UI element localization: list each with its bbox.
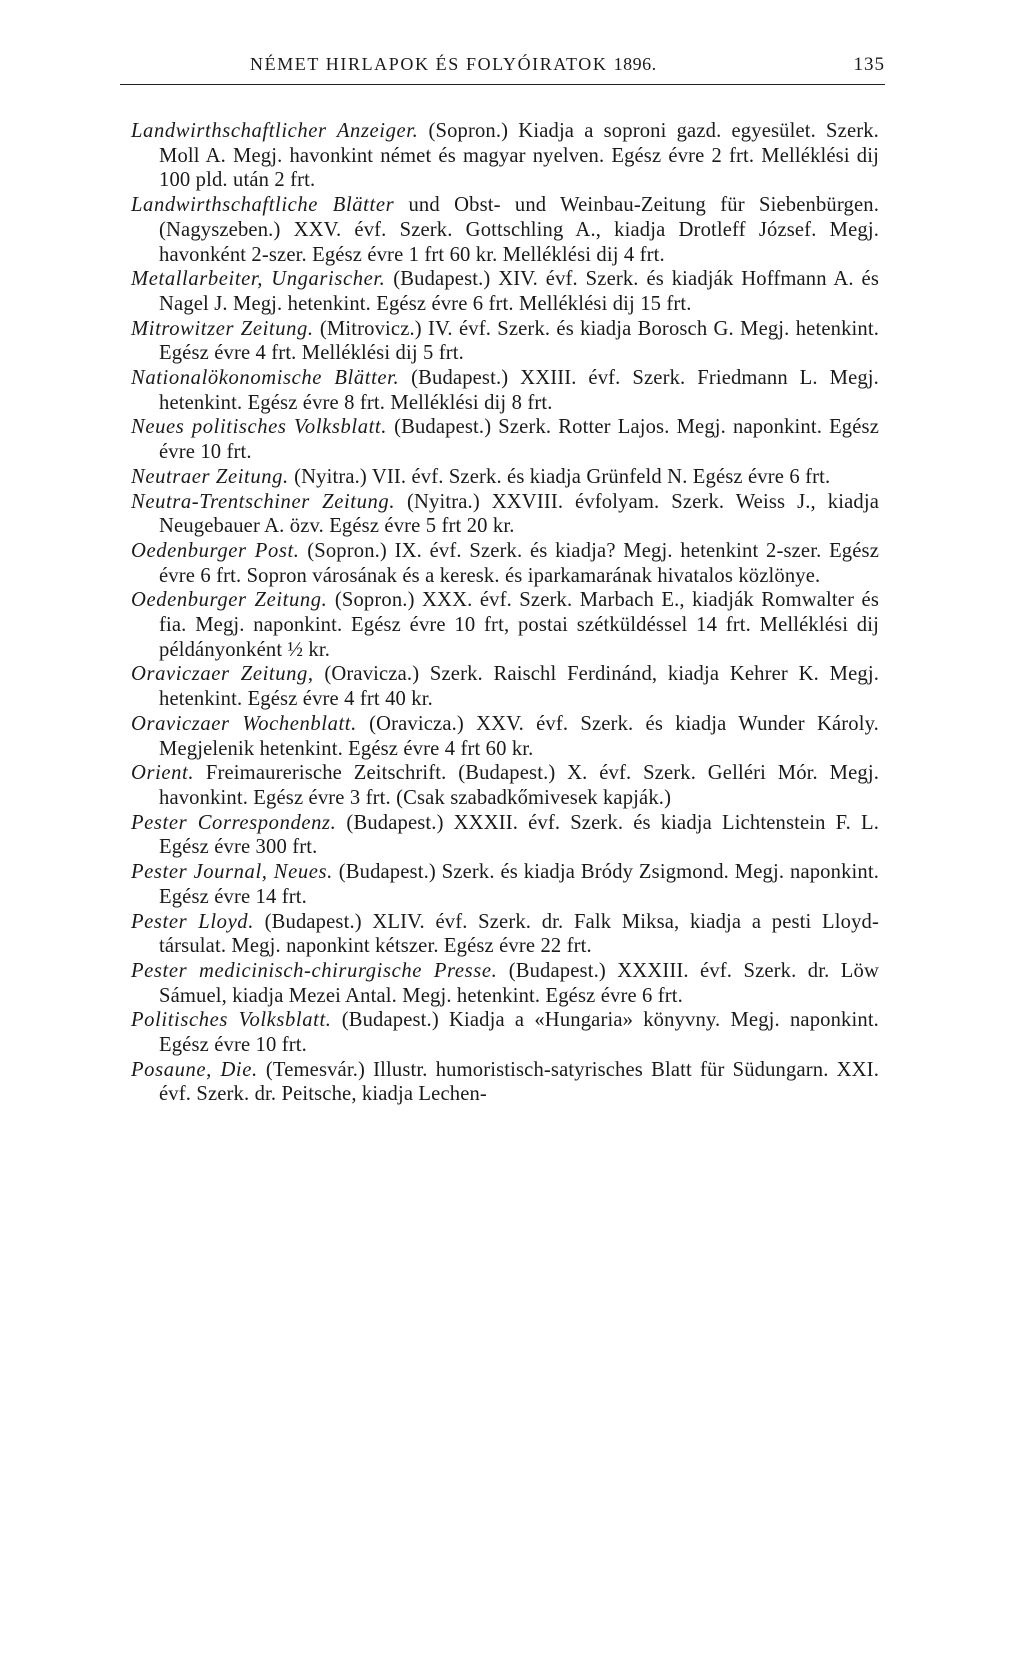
entry-text: (Budapest.) Szerk. Rotter Lajos. Megj. naponkint. Egész évre 10 frt. xyxy=(159,416,879,464)
list-item xyxy=(131,662,879,711)
entry-text: Freimaurerische Zeitschrift. (Budapest.) X. évf. Szerk. Gelléri Mór. Megj. havonkint. Egész évre 3 frt. (Csak szabadkőmivesek kapják.) xyxy=(159,762,879,809)
entry-title: Metallarbeiter, Ungarischer. xyxy=(131,268,386,291)
entry-text: (Oravicza.) XXV. évf. Szerk. és kiadja Wunder Károly. Megjelenik hetenkint. Egész évre 4 frt 60 kr. xyxy=(159,712,879,760)
entry-text: (Budapest.) XXXIII. évf. Szerk. dr. Löw Sámuel, kiadja Mezei Antal. Megj. hetenkint. Egész évre 6 frt. xyxy=(159,959,879,1007)
entry-text: (Nyitra.) VII. évf. Szerk. és kiadja Grünfeld N. Egész évre 6 frt. xyxy=(288,465,831,488)
entry-title: Landwirthschaftliche Blätter xyxy=(131,194,395,217)
entry-title: Oraviczaer Zeitung, xyxy=(131,663,314,686)
entry-list xyxy=(131,119,879,1107)
entry-title: Neues politisches Volksblatt. xyxy=(131,416,388,439)
entry-title: Pester Correspondenz. xyxy=(131,811,337,834)
entry-text: (Mitrovicz.) IV. évf. Szerk. és kiadja Borosch G. Megj. hetenkint. Egész évre 4 frt. Melléklési dij 5 frt. xyxy=(159,317,880,365)
entry-title: Landwirthschaftlicher Anzeiger. xyxy=(131,120,419,142)
page-number: 135 xyxy=(853,54,885,75)
entry-title: Nationalökonomische Blätter. xyxy=(131,367,400,390)
running-title xyxy=(250,54,657,75)
entry-text: und Obst- und Weinbau-Zeitung für Siebenbürgen. (Nagyszeben.) XXV. évf. Szerk. Gottschling A., kiadja Drotleff József. Megj. havonként 2-szer. Egész évre 1 frt 60 kr. Melléklési dij 4 frt. xyxy=(159,194,879,266)
list-item xyxy=(131,415,879,464)
list-item xyxy=(131,490,879,539)
entry-title: Pester Lloyd. xyxy=(131,910,254,933)
entry-text: (Budapest.) Szerk. és kiadja Bródy Zsigmond. Megj. naponkint. Egész évre 14 frt. xyxy=(159,861,880,908)
entry-title: Neutraer Zeitung. xyxy=(131,465,289,488)
list-item xyxy=(131,539,879,588)
entry-text: (Sopron.) IX. évf. Szerk. és kiadja? Megj. hetenkint 2-szer. Egész évre 6 frt. Sopron városának és a keresk. és iparkamarának hivatalos közlönye. xyxy=(159,539,879,587)
list-item xyxy=(131,317,879,366)
list-item xyxy=(131,1008,879,1057)
list-item xyxy=(131,860,879,909)
entry-text: (Budapest.) XXXII. évf. Szerk. és kiadja Lichtenstein F. L. Egész évre 300 frt. xyxy=(159,811,880,859)
entry-title: Pester Journal, Neues. xyxy=(131,861,333,884)
list-item xyxy=(131,366,879,415)
list-item xyxy=(131,761,879,810)
list-item xyxy=(131,267,879,316)
running-title-text: NÉMET HIRLAPOK ÉS FOLYÓIRATOK xyxy=(250,54,608,74)
entry-title: Politisches Volksblatt. xyxy=(131,1009,332,1032)
entry-text: (Budapest.) XIV. évf. Szerk. és kiadják Hoffmann A. és Nagel J. Megj. hetenkint. Egész évre 6 frt. Melléklési dij 15 frt. xyxy=(159,268,880,315)
entry-text: (Nyitra.) XXVIII. évfolyam. Szerk. Weiss J., kiadja Neugebauer A. özv. Egész évre 5 frt 20 kr. xyxy=(159,490,879,538)
entry-text: (Budapest.) Kiadja a «Hungaria» könyvny. Megj. naponkint. Egész évre 10 frt. xyxy=(159,1009,879,1057)
list-item xyxy=(131,959,879,1008)
entry-text: (Temesvár.) Illustr. humoristisch-satyrisches Blatt für Südungarn. XXI. évf. Szerk. dr. Peitsche, kiadja Lechen- xyxy=(159,1058,879,1106)
entry-title: Neutra-Trentschiner Zeitung. xyxy=(131,490,396,513)
list-item xyxy=(131,910,879,959)
entry-title: Oedenburger Post. xyxy=(131,539,300,562)
list-item xyxy=(131,811,879,860)
entry-text: (Budapest.) XXIII. évf. Szerk. Friedmann L. Megj. hetenkint. Egész évre 8 frt. Melléklési dij 8 frt. xyxy=(159,367,879,414)
entry-text: (Sopron.) Kiadja a soproni gazd. egyesület. Szerk. Moll A. Megj. havonkint német és magyar nyelven. Egész évre 2 frt. Melléklési dij 100 pld. után 2 frt. xyxy=(159,120,879,192)
list-item xyxy=(131,119,879,193)
entry-title: Oraviczaer Wochenblatt. xyxy=(131,712,357,735)
entry-title: Pester medicinisch-chirurgische Presse. xyxy=(131,959,498,982)
entry-text: (Budapest.) XLIV. évf. Szerk. dr. Falk Miksa, kiadja a pesti Lloyd-társulat. Megj. naponkint kétszer. Egész évre 22 frt. xyxy=(159,910,880,958)
entry-text: (Oravicza.) Szerk. Raischl Ferdinánd, kiadja Kehrer K. Megj. hetenkint. Egész évre 4 frt 40 kr. xyxy=(159,663,880,711)
running-header xyxy=(120,50,885,85)
entry-text: (Sopron.) XXX. évf. Szerk. Marbach E., kiadják Romwalter és fia. Megj. naponkint. Egész évre 10 frt, postai szétküldéssel 14 frt. Melléklési dij példányonként ½ kr. xyxy=(159,589,879,661)
list-item xyxy=(131,1058,879,1107)
running-title-year: 1896. xyxy=(613,54,657,74)
entry-title: Posaune, Die. xyxy=(131,1058,258,1081)
list-item xyxy=(131,588,879,662)
entry-title: Mitrowitzer Zeitung. xyxy=(131,317,314,340)
list-item xyxy=(131,712,879,761)
entry-title: Oedenburger Zeitung. xyxy=(131,589,328,612)
entry-title: Orient. xyxy=(131,762,195,785)
list-item xyxy=(131,465,879,490)
list-item xyxy=(131,193,879,267)
